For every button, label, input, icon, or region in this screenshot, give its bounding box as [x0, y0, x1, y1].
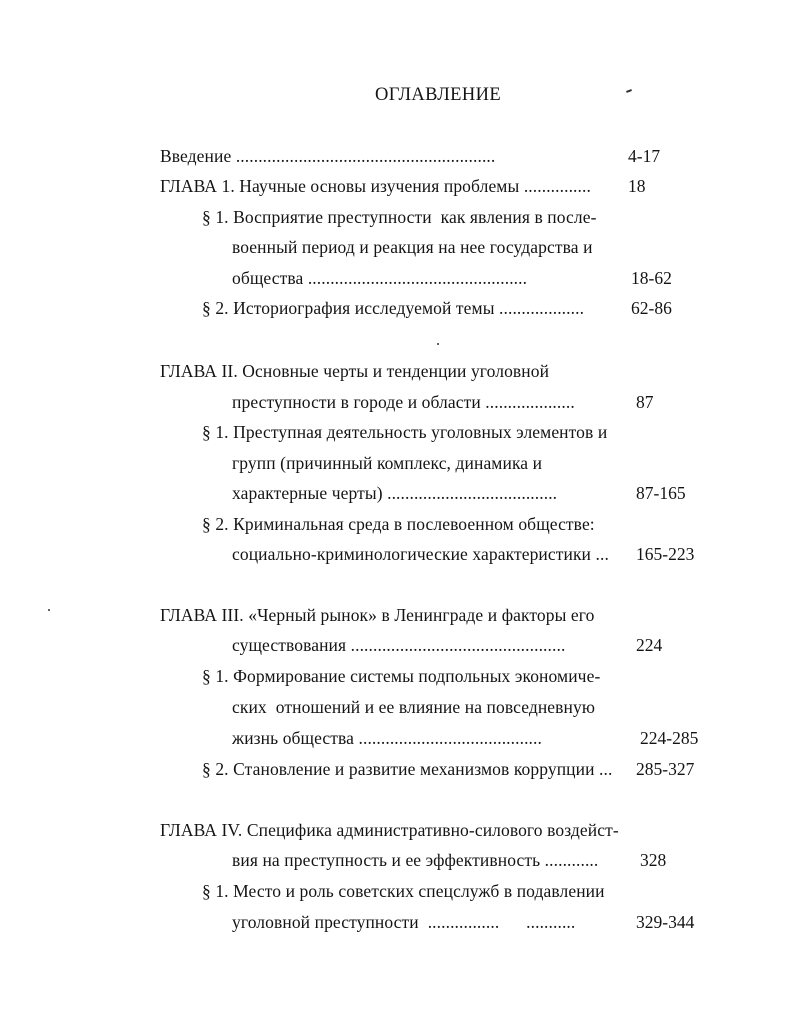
toc-page-number: 18-62	[631, 268, 672, 288]
scan-speck	[437, 343, 439, 345]
page-title: ОГЛАВЛЕНИЕ	[375, 85, 502, 105]
toc-section-4-1-line-2: уголовной преступности ................ ...........	[232, 912, 576, 932]
toc-section-1-2: § 2. Историография исследуемой темы ...................	[202, 298, 585, 318]
toc-page-number: 87-165	[636, 483, 686, 503]
scan-speck	[48, 609, 50, 611]
toc-section-3-1-line-3: жизнь общества .........................................	[232, 728, 542, 748]
toc-section-3-2: § 2. Становление и развитие механизмов коррупции ...	[202, 759, 613, 779]
toc-section-3-1-line-2: ских отношений и ее влияние на повседневную	[232, 697, 596, 717]
toc-section-2-1-line-2: групп (причинный комплекс, динамика и	[232, 453, 543, 473]
toc-chapter-2-line-2: преступности в городе и области ....................	[232, 392, 575, 412]
toc-page-number: 62-86	[631, 298, 672, 318]
toc-section-1-1-line-2: военный период и реакция на нее государства и	[232, 237, 593, 257]
scan-speck	[626, 89, 632, 93]
toc-section-2-2-line-2: социально-криминологические характеристики ...	[232, 544, 609, 564]
toc-chapter-2-line-1: ГЛАВА II. Основные черты и тенденции уголовной	[160, 361, 550, 381]
toc-page-number: 328	[640, 850, 667, 870]
toc-page-number: 165-223	[636, 544, 695, 564]
toc-section-4-1-line-1: § 1. Место и роль советских спецслужб в подавлении	[202, 881, 605, 901]
toc-page-number: 329-344	[636, 912, 695, 932]
toc-entry-introduction: Введение ..........................................................	[160, 146, 496, 166]
toc-chapter-4-line-1: ГЛАВА IV. Специфика административно-силового воздейст-	[160, 820, 619, 840]
toc-chapter-4-line-2: вия на преступность и ее эффективность ............	[232, 850, 599, 870]
toc-page-number: 224	[636, 635, 663, 655]
toc-page-number: 18	[628, 176, 646, 196]
toc-section-1-1-line-3: общества .................................................	[232, 268, 528, 288]
toc-section-2-1-line-3: характерные черты) ......................................	[232, 483, 558, 503]
toc-section-2-1-line-1: § 1. Преступная деятельность уголовных элементов и	[202, 422, 608, 442]
toc-chapter-1: ГЛАВА 1. Научные основы изучения проблемы ...............	[160, 176, 591, 196]
toc-section-2-2-line-1: § 2. Криминальная среда в послевоенном обществе:	[202, 514, 595, 534]
toc-section-3-1-line-1: § 1. Формирование системы подпольных экономиче-	[202, 666, 601, 686]
toc-page-number: 4-17	[628, 146, 661, 166]
toc-chapter-3-line-2: существования ................................................	[232, 635, 566, 655]
toc-page-number: 87	[636, 392, 654, 412]
toc-section-1-1-line-1: § 1. Восприятие преступности как явления в после-	[202, 207, 597, 227]
toc-page-number: 285-327	[636, 759, 695, 779]
toc-page-number: 224-285	[640, 728, 699, 748]
toc-chapter-3-line-1: ГЛАВА III. «Черный рынок» в Ленинграде и факторы его	[160, 605, 595, 625]
